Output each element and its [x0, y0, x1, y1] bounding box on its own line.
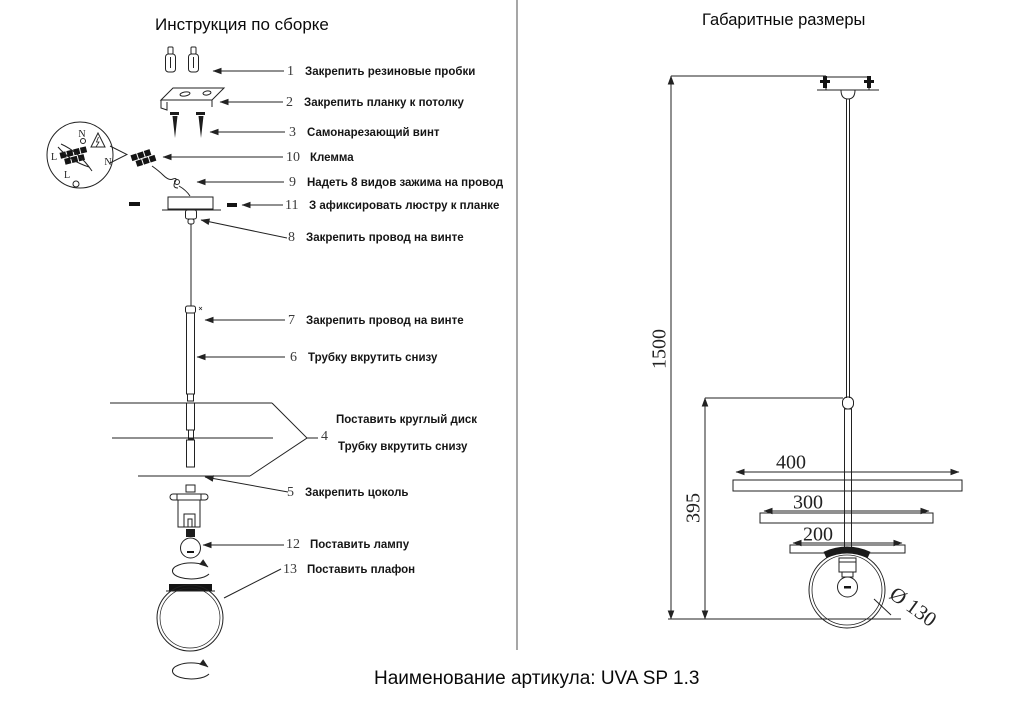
step-11-label: З афиксировать люстру к планке: [309, 200, 500, 212]
step-12: [286, 537, 409, 553]
step-1-number: 1: [287, 64, 294, 79]
dim-200: 200: [803, 523, 833, 546]
warning-triangle-icon: [91, 133, 105, 147]
disks-edge-view: [110, 403, 273, 476]
step-6: [290, 350, 437, 366]
wiring-detail-circle: [47, 122, 127, 188]
dim-300: 300: [793, 491, 823, 514]
detail-letter-l-left: L: [50, 152, 58, 163]
step-5-label: Закрепить цоколь: [305, 487, 409, 499]
rotation-arrow-bottom-icon: [172, 663, 209, 679]
dim-1500: 1500: [648, 329, 671, 369]
bracket-4: [250, 403, 307, 476]
tube-upper: [186, 306, 203, 401]
canopy: [129, 197, 237, 224]
step-10-label: Клемма: [310, 152, 354, 164]
step-9: [289, 175, 503, 191]
disk-300: [760, 513, 933, 523]
step-7-label: Закрепить провод на винте: [306, 315, 464, 327]
detail-letter-n-top: N: [78, 129, 86, 140]
bulb: [181, 529, 201, 558]
dim-395: 395: [682, 493, 705, 523]
step-7-number: 7: [288, 313, 295, 328]
step-2-label: Закрепить планку к потолку: [304, 97, 464, 109]
rubber-plugs: [166, 47, 199, 72]
disks-dimension-view: [733, 472, 962, 553]
leader-13: [224, 569, 281, 598]
step-7: [288, 313, 464, 329]
leader-5: [205, 477, 288, 492]
disk-400: [733, 480, 962, 491]
step-1-label: Закрепить резиновые пробки: [305, 66, 476, 78]
globe-shade: [157, 584, 223, 651]
step-10-number: 10: [286, 150, 300, 165]
step-11: [285, 198, 499, 214]
detail-letter-n-right: N: [104, 157, 112, 168]
dash-left: [129, 202, 140, 206]
step-3-number: 3: [289, 125, 296, 140]
right-panel-title: Габаритные размеры: [702, 11, 866, 29]
dim-diameter-130: Ø 130: [885, 581, 942, 632]
step-9-number: 9: [289, 175, 296, 190]
detail-letter-l-bottom: L: [63, 170, 71, 181]
step-12-number: 12: [286, 537, 300, 552]
leader-8: [201, 220, 287, 238]
step-6-label: Трубку вкрутить снизу: [308, 352, 438, 364]
rotation-arrow-icon: [172, 563, 209, 579]
step-4-number: 4: [321, 429, 328, 444]
step-9-label: Надеть 8 видов зажима на провод: [307, 177, 504, 189]
step-3-label: Самонарезающий винт: [307, 127, 440, 139]
mounting-bracket: [161, 88, 224, 110]
step-11-number: 11: [285, 198, 299, 213]
screws: [170, 112, 205, 138]
step-5: [287, 485, 409, 501]
step-3: [289, 125, 440, 141]
step-4-label-2: Трубку вкрутить снизу: [338, 441, 468, 453]
step-8-number: 8: [288, 230, 295, 245]
step-8: [288, 230, 464, 246]
left-panel-title: Инструкция по сборке: [155, 15, 329, 34]
step-2-number: 2: [286, 95, 293, 110]
dim-400: 400: [776, 451, 806, 474]
step-4-label-1: Поставить круглый диск: [336, 414, 478, 426]
step-13: [283, 562, 415, 578]
terminal-block: [130, 148, 190, 196]
step-1: [287, 64, 475, 80]
step-6-number: 6: [290, 350, 297, 365]
step-13-number: 13: [283, 562, 297, 577]
step-10: [286, 150, 354, 166]
step-13-label: Поставить плафон: [307, 564, 416, 576]
pendant-tube: [843, 397, 854, 549]
socket: [170, 485, 208, 527]
step-8-label: Закрепить провод на винте: [306, 232, 464, 244]
globe-dimension-view: [809, 550, 885, 628]
dash-right: [227, 203, 237, 207]
article-name: Наименование артикула: UVA SP 1.3: [374, 668, 700, 689]
ceiling-mount: [817, 76, 879, 99]
step-2: [286, 95, 464, 111]
step-12-label: Поставить лампу: [310, 539, 410, 551]
step-5-number: 5: [287, 485, 294, 500]
